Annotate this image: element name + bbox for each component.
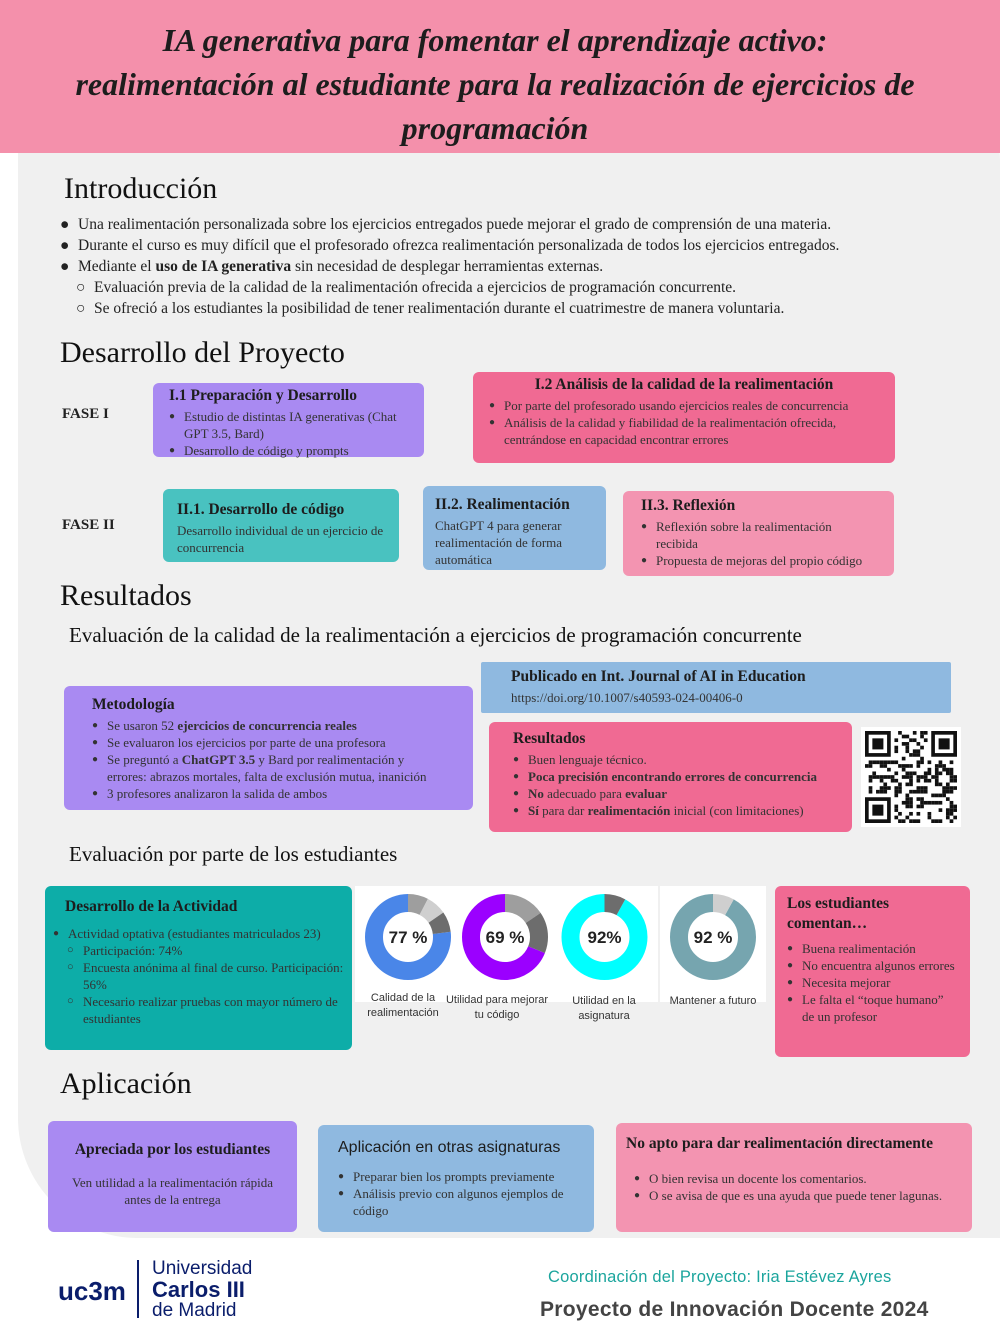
donut-caption-2: Utilidad para mejorar tu código (445, 994, 549, 1021)
no-apto-title: No apto para dar realimentación directamente (626, 1135, 933, 1152)
donut-caption-1: Calidad de la realimentación (367, 992, 439, 1019)
box-i1-title: I.1 Preparación y Desarrollo (169, 387, 357, 404)
box-i2-title: I.2 Análisis de la calidad de la realimentación (534, 376, 834, 393)
donut-svg (660, 886, 766, 1002)
donut-value-label: 92% (587, 928, 622, 947)
donut-caption-4: Mantener a futuro (669, 995, 757, 1007)
donut-svg (355, 886, 461, 1002)
publicado-doi-link[interactable]: https://doi.org/10.1007/s40593-024-00406-0 (511, 690, 743, 705)
donut-svg (551, 886, 658, 1002)
box-no-apto (616, 1123, 972, 1232)
intro-heading: Introducción (64, 172, 218, 205)
box-ii2 (423, 486, 606, 570)
proyecto-text: Proyecto de Innovación Docente 2024 (540, 1298, 929, 1321)
box-otras-asignaturas (318, 1125, 594, 1232)
donut-value-label: 77 % (388, 928, 428, 947)
fase-1-label: FASE I (62, 406, 109, 422)
apreciada-title: Apreciada por los estudiantes (74, 1141, 271, 1158)
box-comentan (775, 886, 970, 1057)
list-item: ● Buena realimentación (787, 940, 958, 957)
list-item: ○ Necesario realizar pruebas con mayor número de estudiantes (53, 993, 344, 1027)
donut-value-label: 92 % (693, 928, 733, 947)
donut-svg (452, 886, 558, 1002)
logo-divider (137, 1260, 139, 1318)
desarrollo-heading: Desarrollo del Proyecto (60, 336, 345, 369)
box-ii2-text: ChatGPT 4 para generar realimentación de forma automática (435, 518, 563, 567)
box-apreciada (48, 1121, 297, 1232)
list-item: ● O bien revisa un docente los comentarios. (634, 1170, 962, 1187)
list-item: ● 3 profesores analizaron la salida de ambos (92, 785, 445, 802)
box-i2 (473, 372, 895, 463)
list-item: ● Le falta el “toque humano” de un profesor (787, 991, 958, 1025)
box-metodologia (64, 686, 473, 810)
box-ii2-title: II.2. Realimentación (435, 496, 570, 513)
donut-chart-3 (551, 886, 658, 1002)
list-item: ● Estudio de distintas IA generativas (Chat GPT 3.5, Bard) (169, 408, 408, 442)
donut-chart-1 (355, 886, 461, 1002)
list-item: ● Análisis previo con algunos ejemplos de código (338, 1185, 574, 1219)
list-item: ○ Participación: 74% (53, 942, 344, 959)
qr-code[interactable] (861, 727, 961, 827)
intro-bullet: ● Una realimentación personalizada sobre los ejercicios entregados puede mejorar el grado de comprensión de una materia. (60, 216, 832, 233)
logo-university: Universidad Carlos III de Madrid (152, 1258, 253, 1321)
list-item: ● Reflexión sobre la realimentación recibida (641, 518, 876, 552)
list-item: ● Propuesta de mejoras del propio código (641, 552, 876, 569)
resultados-subheading-2: Evaluación por parte de los estudiantes (69, 842, 398, 866)
donut-value-label: 69 % (485, 928, 525, 947)
list-item: ● Necesita mejorar (787, 974, 958, 991)
list-item: ● Se preguntó a ChatGPT 3.5 y Bard por realimentación y errores: abrazos mortales, falta de exclusión mutua, inanición (92, 751, 445, 785)
fase-2-label: FASE II (62, 517, 115, 533)
list-item: ● Sí para dar realimentación inicial (con limitaciones) (513, 802, 828, 819)
list-item: ● Desarrollo de código y prompts (169, 442, 408, 459)
aplicacion-heading: Aplicación (60, 1067, 192, 1100)
list-item: ● No encuentra algunos errores (787, 957, 958, 974)
apreciada-text: Ven utilidad a la realimentación rápida antes de la entrega (71, 1175, 274, 1207)
box-resultados (489, 722, 852, 832)
title-banner (0, 0, 1000, 153)
box-ii1 (163, 489, 399, 562)
donut-caption-3: Utilidad en la asignatura (572, 995, 636, 1022)
box-ii3 (623, 491, 894, 576)
logo-short: uc3m (58, 1276, 126, 1306)
list-item: ● Poca precisión encontrando errores de concurrencia (513, 768, 828, 785)
publicado-title: Publicado en Int. Journal of AI in Education (511, 668, 806, 685)
list-item: ● Se evaluaron los ejercicios por parte de una profesora (92, 734, 445, 751)
list-item: ● Actividad optativa (estudiantes matriculados 23) (53, 925, 344, 942)
metodologia-title: Metodología (92, 696, 175, 713)
resultados-subheading-1: Evaluación de la calidad de la realimentación a ejercicios de programación concurrente (69, 623, 802, 647)
otras-title: Aplicación en otras asignaturas (338, 1139, 561, 1156)
intro-bullet: ● Mediante el uso de IA generativa sin necesidad de desplegar herramientas externas. (60, 258, 604, 275)
list-item: ● Preparar bien los prompts previamente (338, 1168, 574, 1185)
donut-chart-4 (660, 886, 766, 1002)
list-item: ● No adecuado para evaluar (513, 785, 828, 802)
box-publicado (481, 662, 951, 713)
actividad-title: Desarrollo de la Actividad (65, 898, 238, 915)
box-ii1-text: Desarrollo individual de un ejercicio de concurrencia (177, 523, 384, 555)
box-actividad (45, 886, 352, 1050)
list-item: ● Buen lenguaje técnico. (513, 751, 828, 768)
intro-bullet: ● Durante el curso es muy difícil que el profesorado ofrezca realimentación personalizada de todos los ejercicios entregados. (60, 237, 840, 254)
intro-subbullet: ○ Evaluación previa de la calidad de la realimentación ofrecida a ejercicios de programación concurrente. (76, 279, 737, 296)
box-ii3-title: II.3. Reflexión (641, 497, 736, 514)
poster-title: IA generativa para fomentar el aprendizaje activo: realimentación al estudiante para la realización de ejercicios de programación (75, 22, 915, 146)
coordinacion-text: Coordinación del Proyecto: Iria Estévez Ayres (548, 1268, 892, 1286)
resultados-box-title: Resultados (513, 730, 586, 747)
box-i1 (153, 383, 424, 457)
comentan-title: Los estudiantes comentan… (787, 895, 890, 932)
box-ii1-title: II.1. Desarrollo de código (177, 501, 345, 518)
list-item: ○ Encuesta anónima al final de curso. Participación: 56% (53, 959, 344, 993)
donut-chart-2 (452, 886, 558, 1002)
list-item: ● Se usaron 52 ejercicios de concurrencia reales (92, 717, 445, 734)
resultados-heading: Resultados (60, 579, 192, 612)
intro-subbullet: ○ Se ofreció a los estudiantes la posibilidad de tener realimentación durante el cuatrimestre de manera voluntaria. (76, 300, 785, 317)
list-item: ● Por parte del profesorado usando ejercicios reales de concurrencia (489, 397, 879, 414)
list-item: ● Análisis de la calidad y fiabilidad de la realimentación ofrecida, centrándose en capacidad encontrar errores (489, 414, 879, 448)
list-item: ● O se avisa de que es una ayuda que puede tener lagunas. (634, 1187, 962, 1204)
